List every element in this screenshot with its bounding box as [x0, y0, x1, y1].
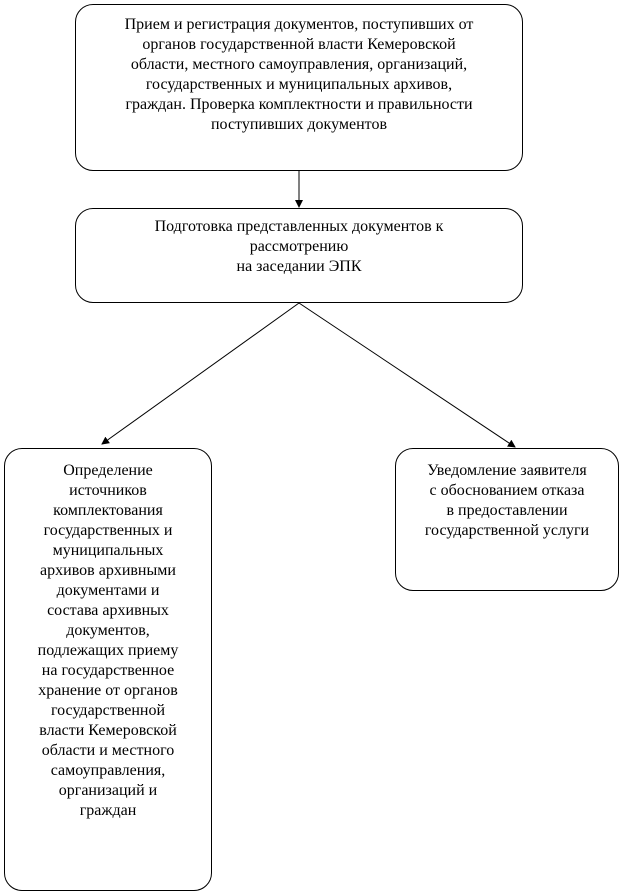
determination-line-18: граждан — [79, 802, 137, 819]
determination-line-1: Определение — [63, 462, 153, 479]
determination-line-10: подлежащих приему — [37, 642, 179, 659]
determination-line-2: источников — [69, 482, 147, 499]
arrow-preparation-to-refusal — [299, 303, 515, 447]
intake-line-6: поступивших документов — [210, 116, 387, 133]
determination-line-5: муниципальных — [52, 542, 164, 559]
preparation-line-2: рассмотрению — [249, 238, 349, 255]
determination-line-14: власти Кемеровской — [39, 722, 177, 739]
intake-line-1: Прием и регистрация документов, поступивших от — [124, 16, 474, 33]
refusal-line-2: с обоснованием отказа — [429, 482, 585, 499]
determination-line-6: архивов архивными — [40, 562, 176, 579]
determination-line-7: документами и — [56, 582, 160, 599]
intake-line-2: органов государственной власти Кемеровской — [142, 36, 456, 53]
determination-line-17: организаций и — [58, 782, 158, 799]
preparation-box — [75, 208, 523, 303]
determination-line-4: государственных и — [43, 522, 173, 539]
determination-line-15: области и местного — [41, 742, 175, 759]
refusal-notification-box — [395, 448, 619, 591]
preparation-line-3: на заседании ЭПК — [236, 258, 362, 275]
refusal-line-1: Уведомление заявителя — [427, 462, 587, 479]
determination-line-8: состава архивных — [47, 602, 169, 619]
intake-line-3: области, местного самоуправления, организаций, — [130, 56, 468, 73]
intake-registration-box — [75, 4, 523, 171]
determination-line-9: документов, — [66, 622, 150, 639]
determination-line-11: на государственное — [41, 662, 175, 679]
determination-box — [4, 448, 212, 891]
refusal-line-4: государственной услуги — [424, 522, 590, 539]
intake-line-5: граждан. Проверка комплектности и правильности — [125, 96, 473, 113]
determination-line-16: самоуправления, — [50, 762, 166, 779]
determination-line-3: комплектования — [53, 502, 163, 519]
determination-line-13: государственной — [50, 702, 166, 719]
intake-line-4: государственных и муниципальных архивов, — [145, 76, 453, 93]
refusal-line-3: в предоставлении — [446, 502, 568, 519]
arrow-preparation-to-determination — [102, 303, 299, 444]
preparation-line-1: Подготовка представленных документов к — [154, 218, 444, 235]
determination-line-12: хранение от органов — [38, 682, 178, 699]
